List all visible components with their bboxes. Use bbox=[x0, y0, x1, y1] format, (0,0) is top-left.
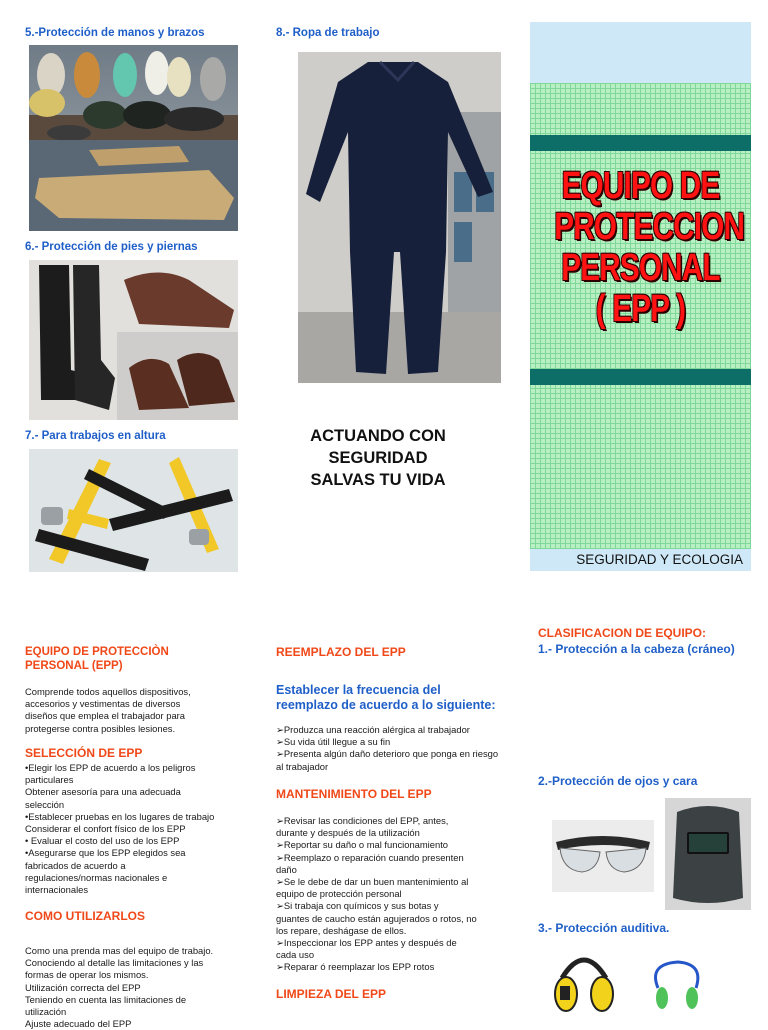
text-line: •Asegurarse que los EPP elegidos sea bbox=[25, 847, 186, 859]
section-1-title: 1.- Protección a la cabeza (cráneo) bbox=[538, 642, 735, 656]
text-line: Ajuste adecuado del EPP bbox=[25, 1018, 132, 1030]
text-line: accesorios y vestimentas de diversos bbox=[25, 698, 181, 710]
text-line: diseños que emplea el trabajador para bbox=[25, 710, 186, 722]
text-line: ➢Su vida útil llegue a su fin bbox=[276, 736, 391, 748]
seleccion-list bbox=[25, 762, 260, 896]
text-line: particulares bbox=[25, 774, 74, 786]
cover-title-line-1: EQUIPO DE bbox=[561, 165, 720, 207]
limpieza-heading: LIMPIEZA DEL EPP bbox=[276, 987, 387, 1001]
epp-heading-line-1: EQUIPO DE PROTECCIÒN bbox=[25, 646, 169, 658]
cover-title-line-2: PROTECCION bbox=[554, 206, 745, 248]
text-line: utilización bbox=[25, 1006, 67, 1018]
safety-glasses-photo bbox=[552, 820, 654, 892]
text-line: selección bbox=[25, 798, 65, 810]
clasificacion-heading: CLASIFICACION DE EQUIPO: bbox=[538, 626, 707, 640]
text-line: ➢Reportar su daño o mal funcionamiento bbox=[276, 839, 449, 851]
slogan-line-1: ACTUANDO CON bbox=[310, 427, 446, 445]
text-line: Obtener asesoría para una adecuada bbox=[25, 786, 181, 798]
text-line: protegerse contra posibles lesiones. bbox=[25, 722, 176, 734]
text-line: •Establecer pruebas en los lugares de trabajo bbox=[25, 810, 215, 822]
boots-shoes-photo bbox=[29, 260, 238, 420]
epp-heading-line-2: PERSONAL (EPP) bbox=[25, 660, 123, 672]
text-line: cada uso bbox=[276, 949, 315, 961]
text-line: Como una prenda mas del equipo de trabajo. bbox=[25, 945, 214, 956]
reemplazo-subheading-line-2: reemplazo de acuerdo a lo siguiente: bbox=[276, 698, 496, 712]
text-line: Considerar el confort físico de los EPP bbox=[25, 823, 186, 835]
text-line: al trabajador bbox=[276, 760, 329, 772]
section-8-title: 8.- Ropa de trabajo bbox=[276, 27, 380, 39]
mantenimiento-heading: MANTENIMIENTO DEL EPP bbox=[276, 787, 432, 801]
cover-top-band bbox=[530, 135, 751, 151]
section-6-title: 6.- Protección de pies y piernas bbox=[25, 241, 198, 253]
mantenimiento-list bbox=[276, 815, 516, 974]
cover-footer: SEGURIDAD Y ECOLOGIA bbox=[530, 549, 751, 571]
text-line: Conociendo al detalle las limitaciones y las bbox=[25, 957, 204, 969]
text-line: •Elegir los EPP de acuerdo a los peligros bbox=[25, 762, 196, 773]
text-line: daño bbox=[276, 863, 297, 875]
cover-title-line-3: PERSONAL bbox=[561, 247, 720, 289]
gloves-photo bbox=[29, 45, 238, 140]
earplugs-photo bbox=[648, 958, 708, 1016]
slogan-line-3: SALVAS TU VIDA bbox=[310, 471, 446, 489]
utilizar-list bbox=[25, 945, 260, 1030]
text-line: ➢Reemplazo o reparación cuando presenten bbox=[276, 851, 464, 863]
section-5-title: 5.-Protección de manos y brazos bbox=[25, 27, 205, 39]
utilizar-heading: COMO UTILIZARLOS bbox=[25, 909, 145, 923]
cover-title bbox=[530, 166, 751, 330]
harness-photo bbox=[29, 449, 238, 572]
text-line: Teniendo en cuenta las limitaciones de bbox=[25, 993, 187, 1005]
text-line: ➢Presenta algún daño deterioro que ponga en riesgo bbox=[276, 748, 499, 760]
coverall-photo bbox=[298, 52, 501, 383]
welding-mask-photo bbox=[665, 798, 751, 910]
earmuffs-photo bbox=[552, 948, 616, 1018]
text-line: guantes de caucho están agujerados o rotos, no bbox=[276, 912, 477, 924]
seleccion-heading: SELECCIÓN DE EPP bbox=[25, 746, 143, 760]
text-line: ➢Se le debe de dar un buen mantenimiento al bbox=[276, 876, 469, 888]
section-2-title: 2.-Protección de ojos y cara bbox=[538, 774, 698, 788]
slogan-line-2: SEGURIDAD bbox=[328, 449, 428, 467]
section-3-title: 3.- Protección auditiva. bbox=[538, 921, 670, 935]
reemplazo-subheading-line-1: Establecer la frecuencia del bbox=[276, 683, 441, 697]
text-line: formas de operar los mismos. bbox=[25, 969, 149, 981]
epp-intro bbox=[25, 686, 255, 735]
text-line: durante y después de la utilización bbox=[276, 827, 420, 839]
text-line: ➢Revisar las condiciones del EPP, antes, bbox=[276, 815, 449, 826]
text-line: los repare, deshágase de ellos. bbox=[276, 924, 407, 936]
text-line: • Evaluar el costo del uso de los EPP bbox=[25, 835, 180, 847]
reemplazo-heading: REEMPLAZO DEL EPP bbox=[276, 645, 406, 659]
text-line: Comprende todos aquellos dispositivos, bbox=[25, 686, 191, 697]
text-line: regulaciones/normas nacionales e bbox=[25, 871, 168, 883]
section-7-title: 7.- Para trabajos en altura bbox=[25, 430, 166, 442]
text-line: ➢Si trabaja con químicos y sus botas y bbox=[276, 900, 439, 912]
cover-bottom-band bbox=[530, 369, 751, 385]
slogan bbox=[270, 425, 486, 491]
cover-title-line-4: ( EPP ) bbox=[595, 288, 686, 330]
text-line: fabricados de acuerdo a bbox=[25, 859, 126, 871]
reemplazo-subheading bbox=[276, 683, 496, 713]
cover-sky-band bbox=[530, 22, 751, 83]
text-line: internacionales bbox=[25, 884, 89, 896]
text-line: equipo de protección personal bbox=[276, 888, 402, 900]
reemplazo-list bbox=[276, 724, 516, 773]
text-line: ➢Reparar ó reemplazar los EPP rotos bbox=[276, 961, 435, 973]
text-line: Utilización correcta del EPP bbox=[25, 981, 141, 993]
arm-sleeve-photo bbox=[29, 140, 238, 231]
epp-heading bbox=[25, 645, 169, 673]
text-line: ➢Inspeccionar los EPP antes y después de bbox=[276, 937, 457, 949]
text-line: ➢Produzca una reacción alérgica al trabajador bbox=[276, 724, 470, 735]
